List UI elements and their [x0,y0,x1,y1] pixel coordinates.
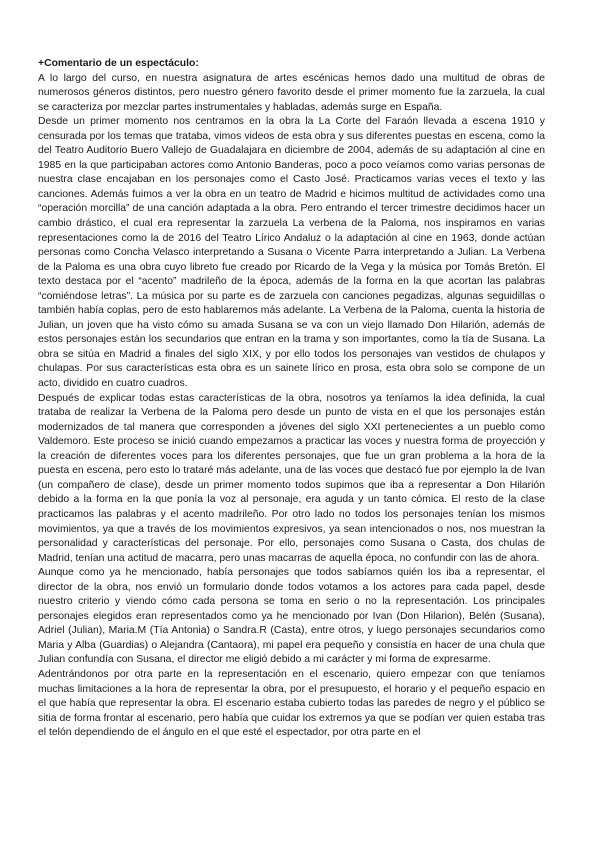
paragraph-obras: Desde un primer momento nos centramos en la obra la La Corte del Faraón llevada a escena 1910 y censurada por los temas que trataba, vimos videos de esta obra y sus diferentes puestas en escena, como la del Teatro Auditorio Buero Vallejo de Guadalajara en diciembre de 2004, además de su adaptación al cine en 1985 en la que participaban actores como Antonio Banderas, poco a poco veíamos como varias personas de nuestra clase encajaban en los personajes como el Casto José. Practicamos varias veces el texto y las canciones. Además fuimos a ver la obra en un teatro de Madrid e hicimos multitud de actividades como una “operación morcilla” de una canción adaptada a la obra. Pero entrando el tercer trimestre decidimos hacer un cambio drástico, el cual era representar la zarzuela La verbena de la Paloma, nos inspiramos en varias representaciones como la de 2016 del Teatro Lírico Andaluz o la adaptación al cine en 1963, donde actúan personas como Concha Velasco interpretando a Susana o Vicente Parra interpretando a Julian. La Verbena de la Paloma es una obra cuyo libreto fue creado por Ricardo de la Vega y la música por Tomás Bretón. El texto destaca por el “acento” madrileño de la época, además de la forma en la que acortan las palabras “comiéndose letras”. La música por su parte es de zarzuela con canciones pegadizas, algunas seguidillas o también había coplas, pero de esto hablaremos más adelante. La Verbena de la Paloma, cuenta la historia de Julian, un joven que ha visto cómo su amada Susana se va con un viejo llamado Don Hilarión, además de estos personajes están los secundarios que entran en la trama y son importantes, como la tía de Susana. La obra se sitúa en Madrid a finales del siglo XIX, y por ello todos los personajes van vestidos de chulapos y chulapas. Por sus características esta obra es un sainete lírico en prosa, esta obra solo se compone de un acto, dividido en cuatro cuadros. [38,116,545,390]
paragraph-intro: A lo largo del curso, en nuestra asignatura de artes escénicas hemos dado una multitud de obras de numerosos géneros distintos, pero nuestro género favorito desde el primer momento fue la zarzuela, la cual se caracteriza por mezclar partes instrumentales y habladas, además surge en España. [38,72,545,113]
paragraph-idea: Después de explicar todas estas características de la obra, nosotros ya teníamos la idea definida, la cual trataba de realizar la Verbena de la Paloma pero desde un punto de vista en el que los personajes están modernizados de tal manera que corresponden a jóvenes del siglo XXI pertenecientes a un pueblo como Valdemoro. Este proceso se inició cuando empezamos a practicar las voces y nuestra forma de proyección y la creación de diferentes voces para los diferentes personajes, que fue un gran problema a la hora de la puesta en escena, pero esto lo trataré más adelante, una de las voces que destacó fue por ejemplo la de Ivan (un compañero de clase), desde un primer momento todos supimos que iba a representar a Don Hilarión debido a la forma en la que ponía la voz al personaje, era aguda y un tanto cómica. El resto de la clase practicamos las palabras y el acento madrileño. Por otro lado no todos los personajes tenían los mismos movimientos, ya que a través de los movimientos expresivos, ya sean intencionados o nos, nos muestran la personalidad y características del personaje. Por ello, personajes como Susana o Casta, dos chulas de Madrid, tenían una actitud de macarra, pero unas macarras de aquella época, no confundir con las de ahora. [38,392,545,564]
paragraph-escenario: Adentrándonos por otra parte en la representación en el escenario, quiero empezar con que teníamos muchas limitaciones a la hora de representar la obra, por el presupuesto, el horario y el pequeño espacio en el que había que representar la obra. El escenario estaba cubierto todas las paredes de negro y el público se sitia de forma frontar al escenario, pero había que cuidar los extremos ya que se podían ver quien estaba tras el telón dependiendo de el ángulo en el que esté el espectador, por otra parte en el [38,668,545,739]
document-title: +Comentario de un espectáculo: [38,58,199,69]
paragraph-casting: Aunque como ya he mencionado, había personajes que todos sabíamos quién los iba a representar, el director de la obra, nos envió un formulario donde todos votamos a los actores para cada papel, desde nuestro criterio y viendo cómo cada persona se toma en serio o no la representación. Los principales personajes elegidos eran representados como ya he mencionado por Ivan (Don Hilarion), Belén (Susana), Adriel (Julian), Maria.M (Tía Antonia) o Sandra.R (Casta), entre otros, y luego personajes secundarios como Maria y Alba (Guardias) o Alejandra (Cantaora), mi papel era pequeño y consistía en hacer de una chula que Julian confundía con Susana, el director me eligió debido a mi carácter y mi forma de expresarme. [38,567,545,666]
